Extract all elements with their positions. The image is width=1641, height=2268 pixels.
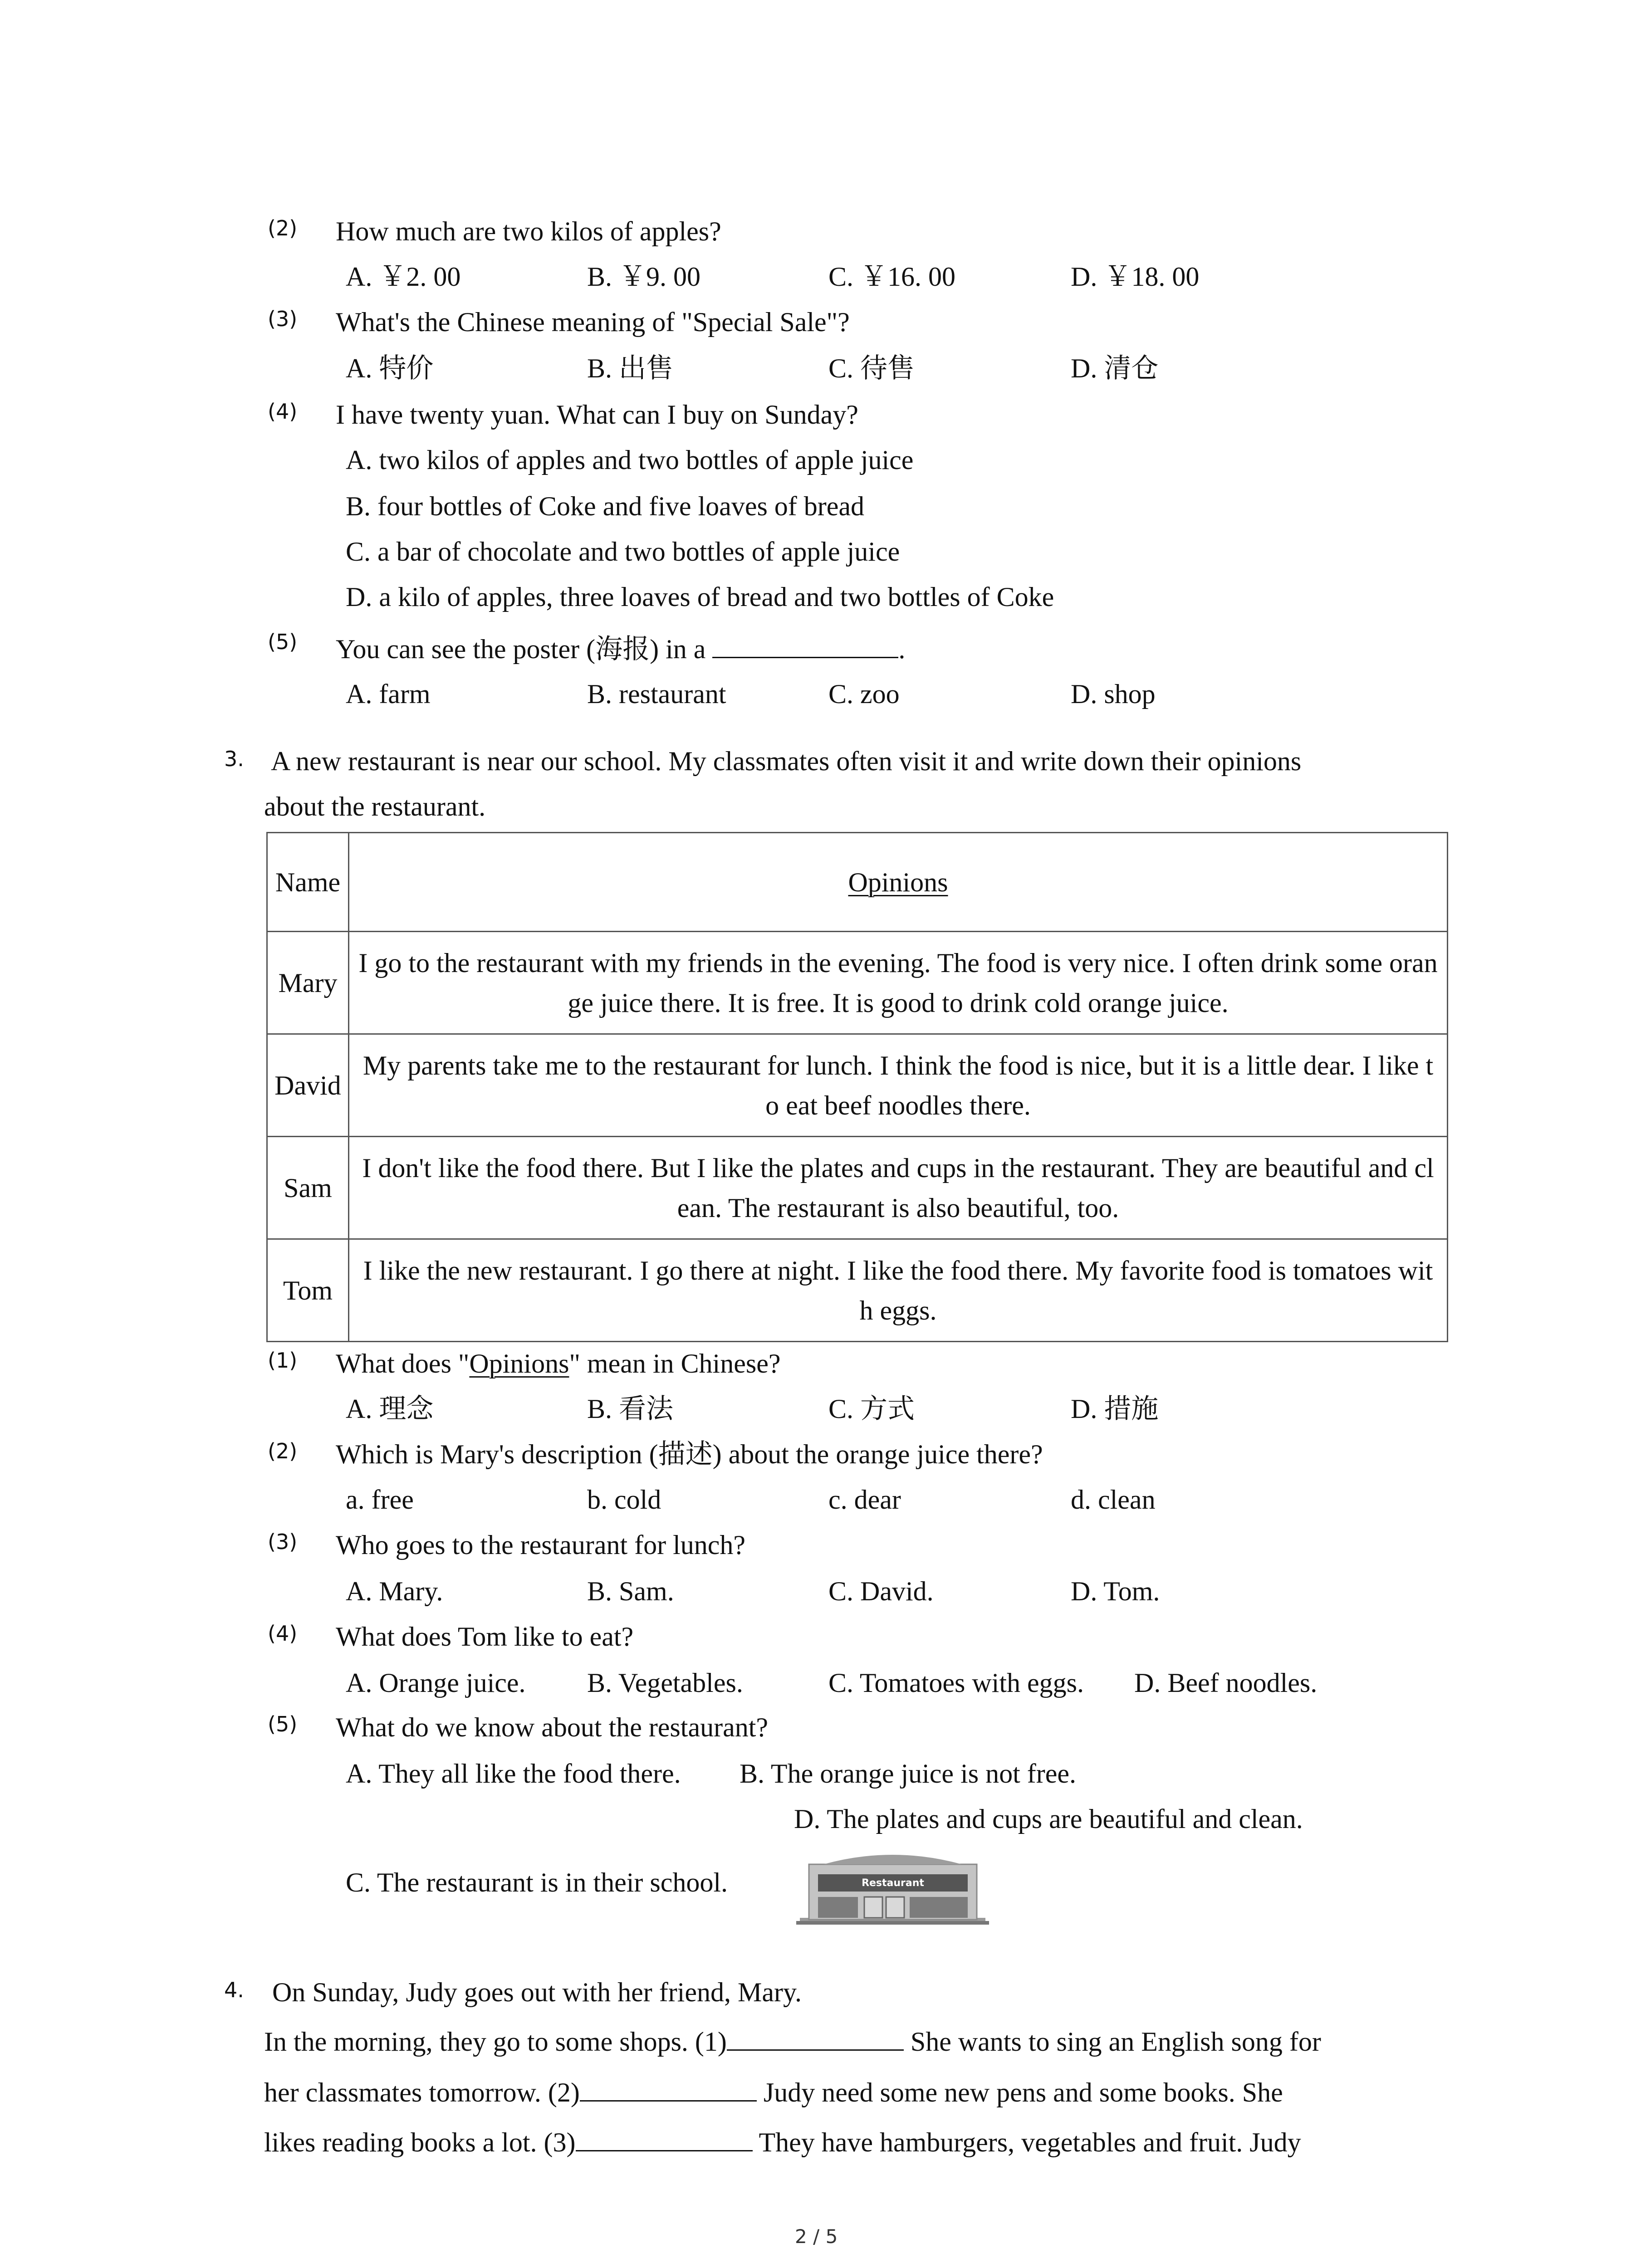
option-b: B. four bottles of Coke and five loaves of bread [346, 491, 865, 521]
option-b: b. cold [587, 1485, 661, 1515]
answer-blank-3[interactable] [576, 2127, 753, 2151]
answer-blank[interactable] [712, 634, 898, 658]
table-cell-opinion: My parents take me to the restaurant for lunch. I think the food is nice, but it is a little dear. I like to eat beef noodles there. [349, 1034, 1448, 1137]
option-c: c. dear [828, 1485, 901, 1515]
table-cell-name: David [267, 1034, 349, 1137]
option-c: C. Tomatoes with eggs. [828, 1668, 1084, 1698]
table-cell-opinion: I go to the restaurant with my friends in the evening. The food is very nice. I often drink some orange juice there. It is free. It is good to drink cold orange juice. [349, 932, 1448, 1034]
table-row [267, 1034, 1448, 1137]
question-text: You can see the poster (海报) in a . [336, 634, 906, 664]
option-d: D. ￥18. 00 [1071, 262, 1200, 292]
table-cell-name: Sam [267, 1137, 349, 1239]
option-d: D. 清仓 [1071, 353, 1159, 383]
option-d: D. 措施 [1071, 1394, 1159, 1424]
table-row [267, 932, 1448, 1034]
option-a: a. free [346, 1485, 414, 1515]
option-b: B. restaurant [587, 679, 726, 709]
passage-line: On Sunday, Judy goes out with her friend, Mary. [272, 1977, 802, 2007]
question-text: What does Tom like to eat? [336, 1622, 634, 1652]
passage-line: In the morning, they go to some shops. (1) She wants to sing an English song for [264, 2027, 1321, 2057]
section-intro: about the restaurant. [264, 792, 486, 821]
opinions-table [266, 832, 1448, 1342]
passage-line: her classmates tomorrow. (2) Judy need some new pens and some books. She [264, 2077, 1283, 2107]
table-cell-opinion: I like the new restaurant. I go there at night. I like the food there. My favorite food is tomatoes with eggs. [349, 1239, 1448, 1342]
table-header-name: Name [267, 833, 349, 932]
question-number: (3) [268, 307, 298, 331]
option-b: B. 看法 [587, 1394, 674, 1424]
option-d: D. a kilo of apples, three loaves of bread and two bottles of Coke [346, 582, 1054, 612]
option-b: B. Sam. [587, 1576, 674, 1606]
option-a: A. Orange juice. [346, 1668, 526, 1698]
question-number: (5) [268, 1712, 298, 1736]
section-number: 3. [224, 747, 244, 771]
question-text: Who goes to the restaurant for lunch? [336, 1530, 746, 1560]
option-d: D. shop [1071, 679, 1156, 709]
question-text: What's the Chinese meaning of "Special Sale"? [336, 307, 850, 337]
option-a: A. ￥2. 00 [346, 262, 461, 292]
table-header-row [267, 833, 1448, 932]
option-d: D. Tom. [1071, 1576, 1160, 1606]
question-text: I have twenty yuan. What can I buy on Sunday? [336, 400, 858, 430]
question-number: (1) [268, 1348, 298, 1373]
answer-blank-1[interactable] [727, 2027, 904, 2051]
question-number: (4) [268, 1621, 298, 1646]
section-number: 4. [224, 1978, 244, 2002]
option-c: C. a bar of chocolate and two bottles of apple juice [346, 537, 900, 567]
question-text: What do we know about the restaurant? [336, 1712, 768, 1742]
question-text: What does "Opinions" mean in Chinese? [336, 1349, 781, 1378]
option-c: C. zoo [828, 679, 900, 709]
option-b: B. ￥9. 00 [587, 262, 701, 292]
option-a: A. two kilos of apples and two bottles of apple juice [346, 445, 914, 475]
restaurant-sign-text: Restaurant [862, 1877, 924, 1889]
option-b: B. 出售 [587, 353, 674, 383]
answer-blank-2[interactable] [580, 2077, 757, 2102]
option-d: D. The plates and cups are beautiful and clean. [794, 1804, 1303, 1834]
table-cell-name: Mary [267, 932, 349, 1034]
option-a: A. Mary. [346, 1576, 443, 1606]
option-c: C. ￥16. 00 [828, 262, 956, 292]
option-a: A. farm [346, 679, 431, 709]
question-number: (4) [268, 399, 298, 424]
option-b: B. The orange juice is not free. [740, 1759, 1076, 1789]
table-row [267, 1239, 1448, 1342]
table-header-opinions: Opinions [349, 833, 1448, 932]
section-intro: A new restaurant is near our school. My classmates often visit it and write down their opinions [271, 746, 1302, 776]
question-number: (5) [268, 630, 298, 654]
option-a: A. They all like the food there. [346, 1759, 681, 1789]
option-b: B. Vegetables. [587, 1668, 743, 1698]
question-number: (2) [268, 1439, 298, 1463]
option-c: C. The restaurant is in their school. [346, 1867, 728, 1897]
question-number: (3) [268, 1530, 298, 1554]
option-c: C. David. [828, 1576, 934, 1606]
restaurant-building-icon [796, 1846, 989, 1930]
question-text: How much are two kilos of apples? [336, 216, 721, 246]
table-cell-opinion: I don't like the food there. But I like the plates and cups in the restaurant. They are beautiful and clean. The restaurant is also beautiful, too. [349, 1137, 1448, 1239]
page-number: 2 / 5 [795, 2225, 838, 2248]
option-a: A. 特价 [346, 353, 434, 383]
passage-line: likes reading books a lot. (3) They have hamburgers, vegetables and fruit. Judy [264, 2127, 1301, 2157]
option-d: D. Beef noodles. [1134, 1668, 1318, 1698]
option-c: C. 方式 [828, 1394, 915, 1424]
table-row [267, 1137, 1448, 1239]
question-text: Which is Mary's description (描述) about the orange juice there? [336, 1439, 1043, 1469]
question-number: (2) [268, 216, 298, 240]
option-c: C. 待售 [828, 353, 915, 383]
table-cell-name: Tom [267, 1239, 349, 1342]
option-d: d. clean [1071, 1485, 1156, 1515]
option-a: A. 理念 [346, 1394, 434, 1424]
